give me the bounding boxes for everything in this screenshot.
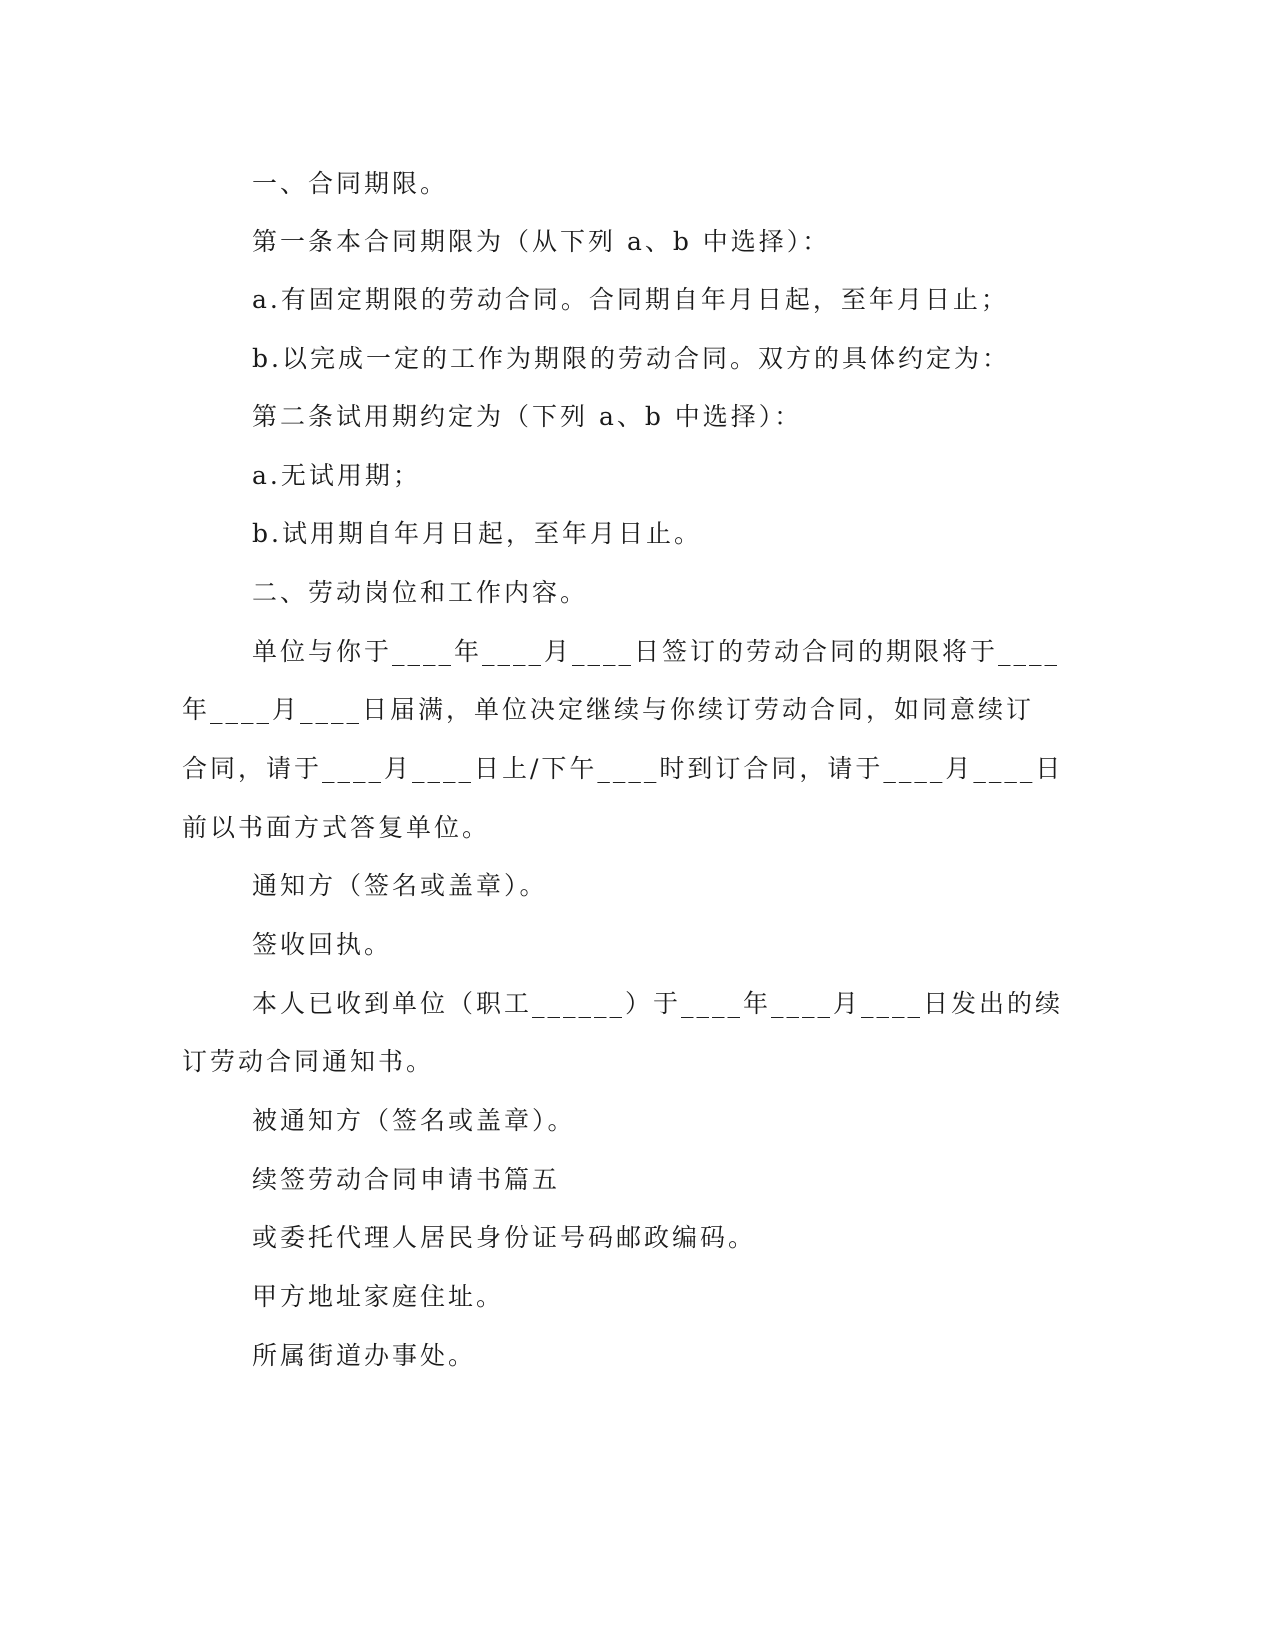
- address-line: 甲方地址家庭住址。: [252, 1282, 505, 1311]
- article-2: 第二条试用期约定为（下列 a、b 中选择）：: [252, 402, 803, 431]
- notice-line-3: 合同，请于____月____日上/下午____时到订合同，请于____月____日: [182, 754, 1064, 783]
- notice-line-2: 年____月____日届满，单位决定继续与你续订劳动合同，如同意续订: [182, 695, 1035, 724]
- notice-line-1: 单位与你于____年____月____日签订的劳动合同的期限将于____: [252, 637, 1061, 666]
- article-2-option-a: a.无试用期；: [252, 461, 421, 490]
- article-1-option-a: a.有固定期限的劳动合同。合同期自年月日起，至年月日止；: [252, 285, 1009, 314]
- section-title-part-5: 续签劳动合同申请书篇五: [252, 1165, 561, 1194]
- notice-line-4: 前以书面方式答复单位。: [182, 813, 491, 842]
- receipt-heading: 签收回执。: [252, 930, 393, 959]
- notifier-signature: 通知方（签名或盖章）。: [252, 871, 548, 900]
- article-1-option-b: b.以完成一定的工作为期限的劳动合同。双方的具体约定为：: [252, 344, 1010, 373]
- notified-signature: 被通知方（签名或盖章）。: [252, 1106, 576, 1135]
- receipt-line-1: 本人已收到单位（职工______）于____年____月____日发出的续: [252, 989, 1064, 1018]
- agent-id-line: 或委托代理人居民身份证号码邮政编码。: [252, 1223, 757, 1252]
- section-heading-contract-term: 一、合同期限。: [252, 169, 449, 198]
- article-1: 第一条本合同期限为（从下列 a、b 中选择）：: [252, 227, 831, 256]
- receipt-line-2: 订劳动合同通知书。: [182, 1047, 435, 1076]
- article-2-option-b: b.试用期自年月日起，至年月日止。: [252, 519, 702, 548]
- subdistrict-line: 所属街道办事处。: [252, 1341, 477, 1370]
- section-heading-job: 二、劳动岗位和工作内容。: [252, 578, 589, 607]
